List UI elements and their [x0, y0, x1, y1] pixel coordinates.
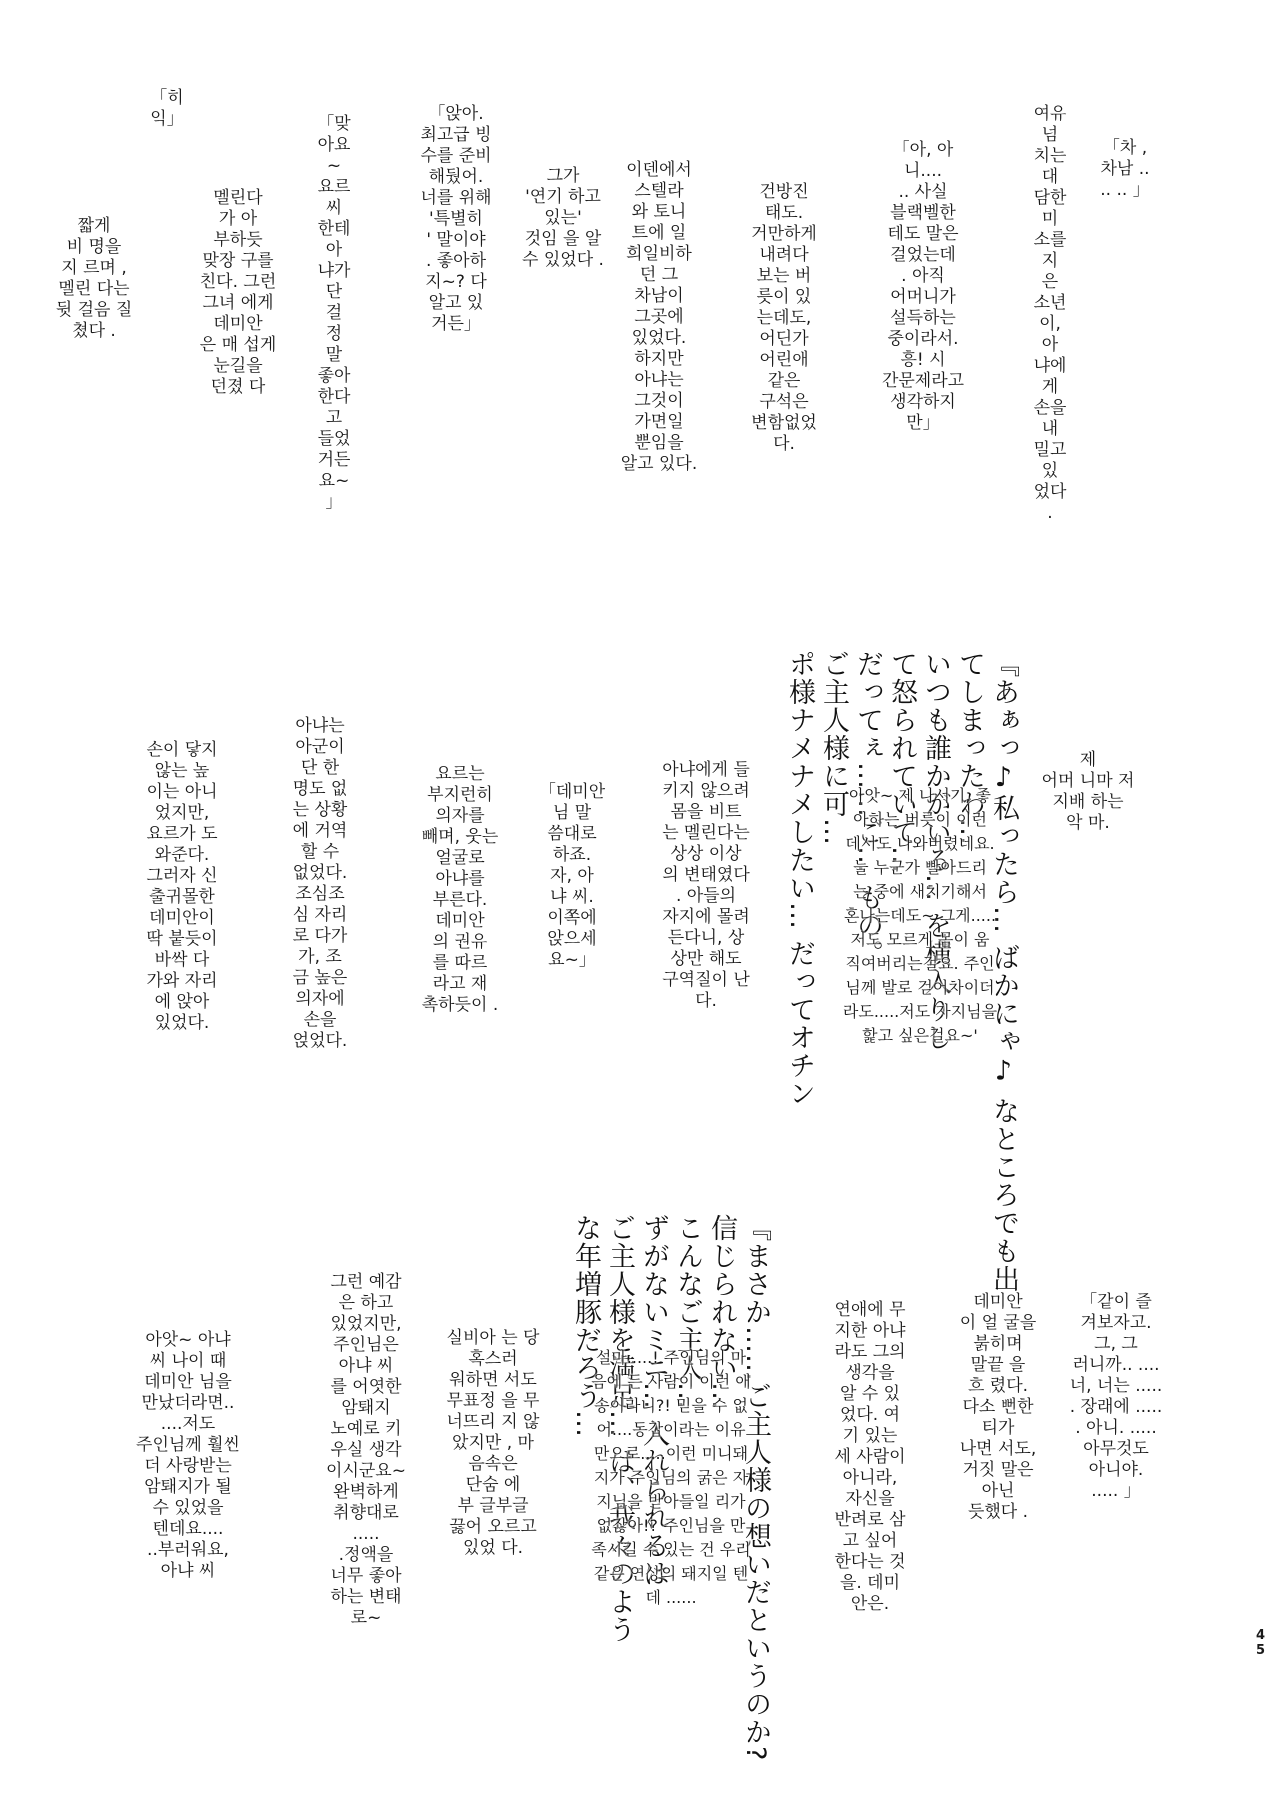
text-block: 「히 익」: [150, 88, 184, 129]
vertical-japanese-text: て怒られていて…: [886, 650, 917, 874]
text-block: 여유 넘 치는 대 담한 미 소를 지 은 소년 이, 아 냐에 게 손을 내 밀고 있 었다 .: [1033, 104, 1067, 523]
vertical-japanese-text: ポ様ナメナメしたい… だってオチン: [784, 650, 815, 1108]
vertical-japanese-text: ずがないミニ… 入れられるは: [638, 1214, 669, 1588]
text-block: 「데미안 님 말 씀대로 하죠. 자, 아 냐 씨. 이쪽에 앉으세 요~」: [538, 782, 606, 970]
overlay-text-block: 아앗~ 제 나서기, 좋 아하는 버릇이 이런 데서도 나와버렸네요. 늘 누군가 빨아드리 는 중에 새치기해서 혼나는데도~ 그게..... 저도 모르게 몸이 움 직여버리는걸요. 주인 님께 발로 걷어차이더 라도.....저도 자지님을 핥고 싶은걸요~': [842, 786, 998, 1045]
vertical-japanese-text: 『あぁっ♪私ったら… ばかにゃ♪ なところでも出: [988, 650, 1019, 1294]
text-block: 그런 예감 은 하고 있었지만, 주인님은 아냐 씨 를 어엿한 암퇘지 노예로 키 우실 생각 이시군요~ 완벽하게 취향대로 ..... .정액을 너무 좋아 하는 변태 로~: [326, 1272, 406, 1628]
vertical-japanese-text: 信じられない…: [706, 1214, 737, 1410]
text-block: 건방진 태도. 거만하게 내려다 보는 버 릇이 있 는데도, 어딘가 어린애 같은 구석은 변함없었 다.: [751, 182, 817, 454]
text-block: 「같이 즐 겨보자고. 그, 그 러니까.. .... 너, 너는 ..... . 장래에 ..... . 아니. ..... 아무것도 아니야. ..... 」: [1069, 1292, 1163, 1501]
vertical-japanese-text: だってぇ……ご… もの。: [852, 650, 883, 968]
text-block: 아냐에게 들 키지 않으려 몸을 비트 는 멜린다는 상상 이상 의 변태였다 . 아들의 자지에 몰려 든다니, 상 상만 해도 구역질이 난 다.: [662, 760, 750, 1011]
text-block: 「맞 아요 ~ 요르 씨 한테 아 냐가 단 걸 정 말 좋아 한다 고 들었 거든 요~ 」: [317, 114, 351, 512]
text-block: 요르는 부지런히 의자를 빼며, 웃는 얼굴로 아냐를 부른다. 데미안 의 권유 를 따르 라고 재 촉하듯이 .: [421, 764, 499, 1015]
text-block: 「아, 아 니.... .. 사실 블랙벨한 테도 말은 걸었는데 . 아직 어머니가 설득하는 중이라서. 흥! 시 간문제라고 생각하지 만」: [881, 140, 965, 433]
text-block: 연애에 무 지한 아냐 라도 그의 생각을 알 수 있 었다. 여 기 있는 세 사람이 아니라, 자신을 반려로 삼 고 싶어 한다는 것 을. 데미 안은.: [834, 1300, 906, 1614]
vertical-japanese-text: てしまったわ…: [954, 650, 985, 846]
text-block: 데미안 이 얼 굴을 붉히며 말끝 을 흐 렸다. 다소 뻔한 티가 나면 서도, 거짓 말은 아닌 듯했다 .: [959, 1292, 1037, 1522]
text-block: 이덴에서 스텔라 와 토니 트에 일 희일비하 던 그 차남이 그곳에 있었다. 하지만 아냐는 그것이 가면일 뿐임을 알고 있다.: [620, 160, 698, 474]
text-block: 제 어머 니마 저 지배 하는 악 마.: [1041, 750, 1135, 833]
text-block: 그가 '연기 하고 있는' 것임 을 알 수 있었다 .: [522, 166, 604, 270]
vertical-japanese-text: 『まさか……ご主人様の想いだというのか?: [740, 1214, 771, 1762]
vertical-japanese-text: な年増豚だろう…: [570, 1214, 601, 1438]
text-block: 「앉아. 최고급 빙 수를 준비 해뒀어. 너를 위해 '특별히 ' 말이야 . 좋아하 지~? 다 알고 있 거든」: [420, 104, 492, 334]
text-block: 「차 , 차남 .. .. .. 」: [1100, 138, 1150, 200]
text-block: 아냐는 아군이 단 한 명도 없 는 상황 에 거역 할 수 없었다. 조심조 심 자리 로 다가 가, 조 금 높은 의자에 손을 얹었다.: [292, 716, 348, 1051]
vertical-japanese-text: ご主人様を満足… は、我々のよう: [604, 1214, 635, 1644]
text-block: 실비아 는 당 혹스러 워하면 서도 무표정 을 무 너뜨리 지 않 았지만 , 마 음속은 단숨 에 부 글부글 끓어 오르고 있었 다.: [446, 1328, 540, 1558]
text-block: 아앗~ 아냐 씨 나이 때 데미안 님을 만났더라면.. ....저도 주인님께 훨씬 더 사랑받는 암퇘지가 될 수 있었을 텐데요.... ..부러워요, 아냐 씨: [136, 1330, 240, 1581]
vertical-japanese-text: ご主人様に可…: [818, 650, 849, 846]
vertical-japanese-text: こんなご主人…: [672, 1214, 703, 1410]
page-number: 4 5: [1256, 1628, 1266, 1658]
vertical-japanese-text: いつも誰かがいる… を横入りし: [920, 650, 951, 1052]
text-block: 손이 닿지 않는 높 이는 아니 었지만, 요르가 도 와준다. 그러자 신 출귀몰한 데미안이 딱 붙듯이 바싹 다 가와 자리 에 앉아 있었다.: [146, 740, 218, 1033]
text-block: 멜린다 가 아 부하듯 맞장 구를 친다. 그런 그녀 에게 데미안 은 매 섭게 눈길을 던졌 다: [199, 188, 277, 397]
text-block: 짧게 비 명을 지 르며 , 멜린 다는 뒷 걸음 질 쳤다 .: [55, 216, 133, 341]
overlay-text-block: 설마.....! 주인님의 마 음에 든 사람이 이런 애 송이라니?! 믿을 수 없 어....동갑이라는 이유 만으로.....이런 미니돼 지가 주인님의 굵은 자 지님을 받아들일 리가 없잖아!? 주인님을 만 족시킬 수 있는 건 우리 같은 연상의 돼지일 텐 데 ......: [591, 1348, 751, 1607]
